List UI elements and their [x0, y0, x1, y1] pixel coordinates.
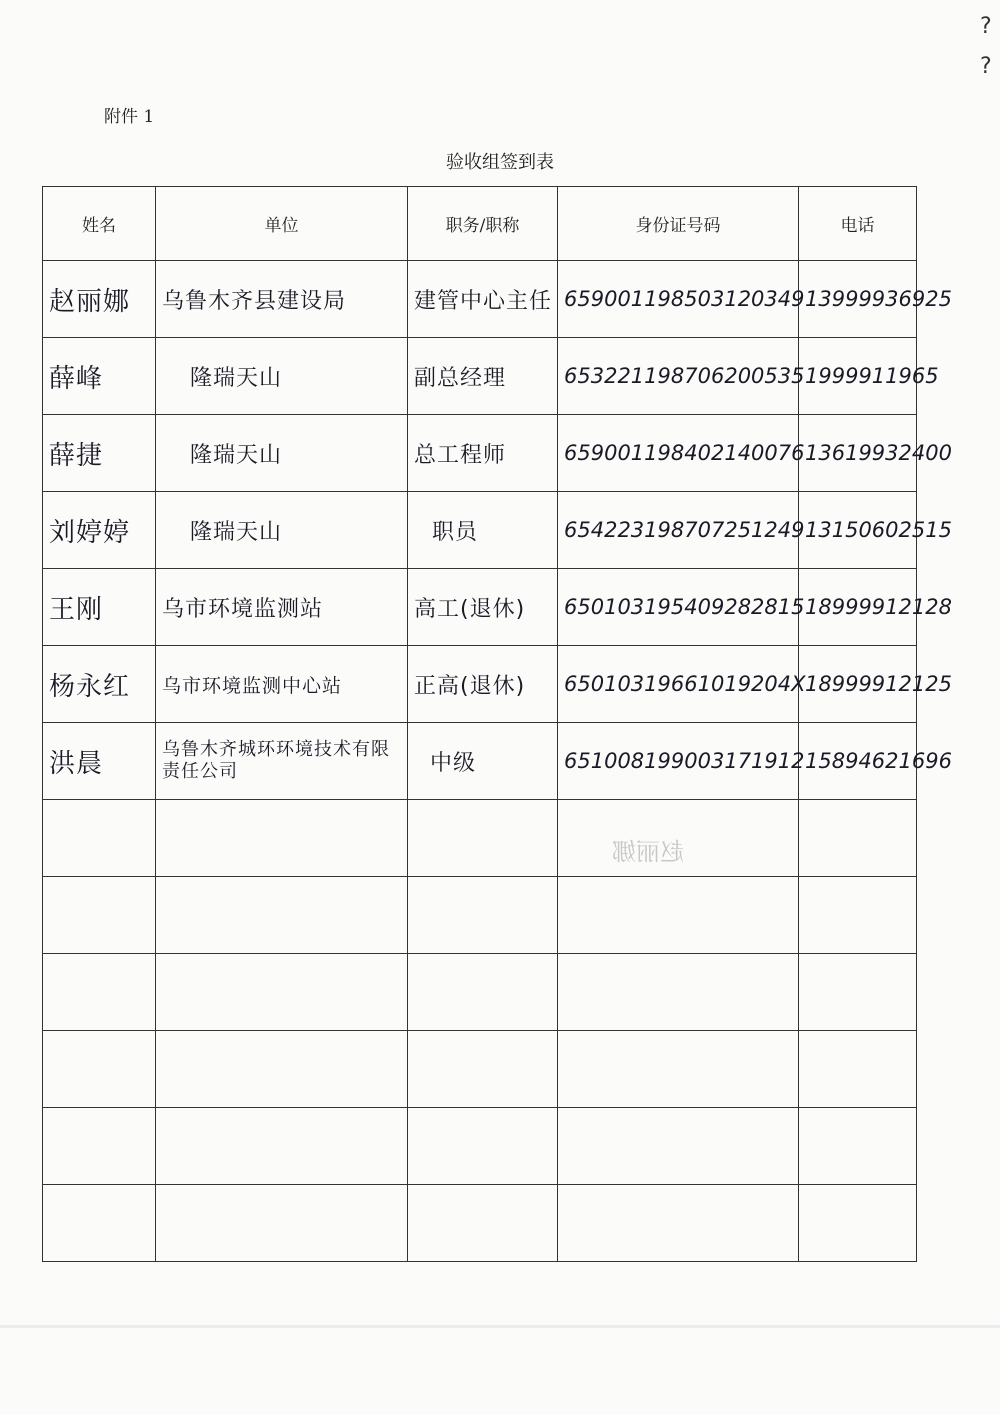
empty-cell	[558, 954, 799, 1031]
id-number-text: 65010319661019204X	[564, 672, 806, 696]
bleed-through-text: 赵丽娜	[612, 838, 684, 866]
empty-row	[43, 954, 917, 1031]
empty-row	[43, 877, 917, 954]
empty-cell	[43, 800, 156, 877]
phone-text: 1999911965	[805, 364, 939, 388]
cell-title	[408, 492, 558, 569]
unit-text: 乌鲁木齐县建设局	[162, 288, 347, 314]
cell-name	[43, 646, 156, 723]
phone-text: 13999936925	[805, 287, 952, 311]
cell-id	[558, 723, 805, 800]
cell-phone	[799, 415, 952, 492]
empty-cell	[799, 1108, 917, 1185]
signature-name: 赵丽娜	[49, 286, 131, 317]
unit-text: 乌市环境监测站	[162, 596, 324, 622]
unit-text: 隆瑞天山	[190, 519, 283, 545]
cell-phone	[799, 261, 952, 338]
id-number-text: 651008199003171912	[564, 749, 805, 773]
signature-name: 洪晨	[49, 748, 104, 779]
cell-id	[558, 646, 806, 723]
cell-id	[558, 338, 805, 415]
cell-phone	[799, 646, 952, 723]
cell-title	[408, 415, 558, 492]
header-phone: 电话	[799, 187, 917, 261]
title-text: 正高(退休)	[414, 673, 526, 699]
cell-unit	[156, 261, 408, 338]
cell-unit	[156, 569, 408, 646]
empty-cell	[43, 1108, 156, 1185]
sign-in-table	[42, 186, 952, 1262]
empty-cell	[558, 1108, 799, 1185]
empty-cell	[408, 800, 558, 877]
phone-text: 13150602515	[805, 518, 952, 542]
cell-title	[408, 569, 558, 646]
cell-name	[43, 723, 156, 800]
table-row	[43, 569, 917, 646]
signature-name: 刘婷婷	[49, 517, 131, 548]
empty-cell	[156, 1031, 408, 1108]
empty-row	[43, 1031, 917, 1108]
empty-cell	[408, 1185, 558, 1262]
table-row	[43, 646, 917, 723]
title-text: 建管中心主任	[414, 288, 553, 314]
header-id-number: 身份证号码	[558, 187, 799, 261]
cell-id	[558, 569, 805, 646]
title-text: 总工程师	[414, 442, 507, 468]
cell-unit	[156, 723, 408, 800]
cell-phone	[799, 723, 952, 800]
header-title: 职务/职称	[408, 187, 558, 261]
empty-cell	[799, 1031, 917, 1108]
cell-unit	[156, 492, 408, 569]
cell-id	[558, 415, 805, 492]
empty-cell	[408, 1108, 558, 1185]
id-number-text: 650103195409282815	[564, 595, 805, 619]
phone-text: 13619932400	[805, 441, 952, 465]
cell-name	[43, 492, 156, 569]
empty-cell	[43, 1031, 156, 1108]
unit-text: 隆瑞天山	[190, 442, 283, 468]
signature-name: 薛捷	[49, 440, 104, 471]
cell-name	[43, 338, 156, 415]
cell-unit	[156, 338, 408, 415]
empty-cell	[799, 954, 917, 1031]
edge-mark-1: ?	[980, 14, 992, 39]
signature-name: 薛峰	[49, 363, 104, 394]
cell-title	[408, 338, 558, 415]
empty-cell	[799, 877, 917, 954]
empty-row	[43, 800, 917, 877]
empty-cell	[408, 877, 558, 954]
id-number-text: 653221198706200535	[564, 364, 805, 388]
phone-text: 15894621696	[805, 749, 952, 773]
cell-phone	[799, 569, 952, 646]
cell-id	[558, 492, 805, 569]
empty-cell	[408, 1031, 558, 1108]
empty-cell	[156, 954, 408, 1031]
empty-cell	[43, 954, 156, 1031]
edge-mark-2: ?	[980, 54, 992, 79]
empty-row	[43, 1108, 917, 1185]
cell-title	[408, 723, 558, 800]
title-text: 职员	[432, 519, 479, 545]
cell-unit	[156, 415, 408, 492]
id-number-text: 654223198707251249	[564, 518, 805, 542]
unit-text: 隆瑞天山	[190, 365, 283, 391]
empty-cell	[558, 1031, 799, 1108]
scan-artifact	[0, 1325, 1000, 1328]
attachment-label: 附件 1	[104, 107, 155, 127]
phone-text: 18999912125	[805, 672, 952, 696]
empty-cell	[558, 1185, 799, 1262]
cell-id	[558, 261, 805, 338]
id-number-text: 659001198503120349	[564, 287, 805, 311]
cell-name	[43, 261, 156, 338]
empty-cell	[558, 877, 799, 954]
header-unit: 单位	[156, 187, 408, 261]
empty-cell	[43, 877, 156, 954]
table-row	[43, 261, 917, 338]
empty-cell	[43, 1185, 156, 1262]
cell-name	[43, 415, 156, 492]
id-number-text: 659001198402140076	[564, 441, 805, 465]
table-row	[43, 338, 917, 415]
phone-text: 18999912128	[805, 595, 952, 619]
table-row	[43, 492, 917, 569]
unit-text: 乌市环境监测中心站	[162, 674, 343, 697]
cell-title	[408, 261, 558, 338]
signature-name: 王刚	[49, 594, 104, 625]
table-row	[43, 723, 917, 800]
table-row	[43, 415, 917, 492]
empty-cell	[408, 954, 558, 1031]
title-text: 副总经理	[414, 365, 507, 391]
empty-cell	[156, 877, 408, 954]
cell-unit	[156, 646, 408, 723]
empty-cell	[799, 1185, 917, 1262]
empty-row	[43, 1185, 917, 1262]
cell-phone	[799, 492, 952, 569]
header-row	[43, 187, 917, 261]
header-name: 姓名	[43, 187, 156, 261]
empty-cell	[799, 800, 917, 877]
empty-cell	[156, 800, 408, 877]
empty-cell	[156, 1185, 408, 1262]
signature-name: 杨永红	[49, 671, 131, 702]
unit-text: 乌鲁木齐城环环境技术有限责任公司	[162, 739, 390, 782]
title-text: 中级	[430, 750, 477, 776]
title-text: 高工(退休)	[414, 596, 526, 622]
page-title: 验收组签到表	[446, 152, 554, 173]
cell-name	[43, 569, 156, 646]
cell-title	[408, 646, 558, 723]
empty-cell	[156, 1108, 408, 1185]
cell-phone	[799, 338, 939, 415]
